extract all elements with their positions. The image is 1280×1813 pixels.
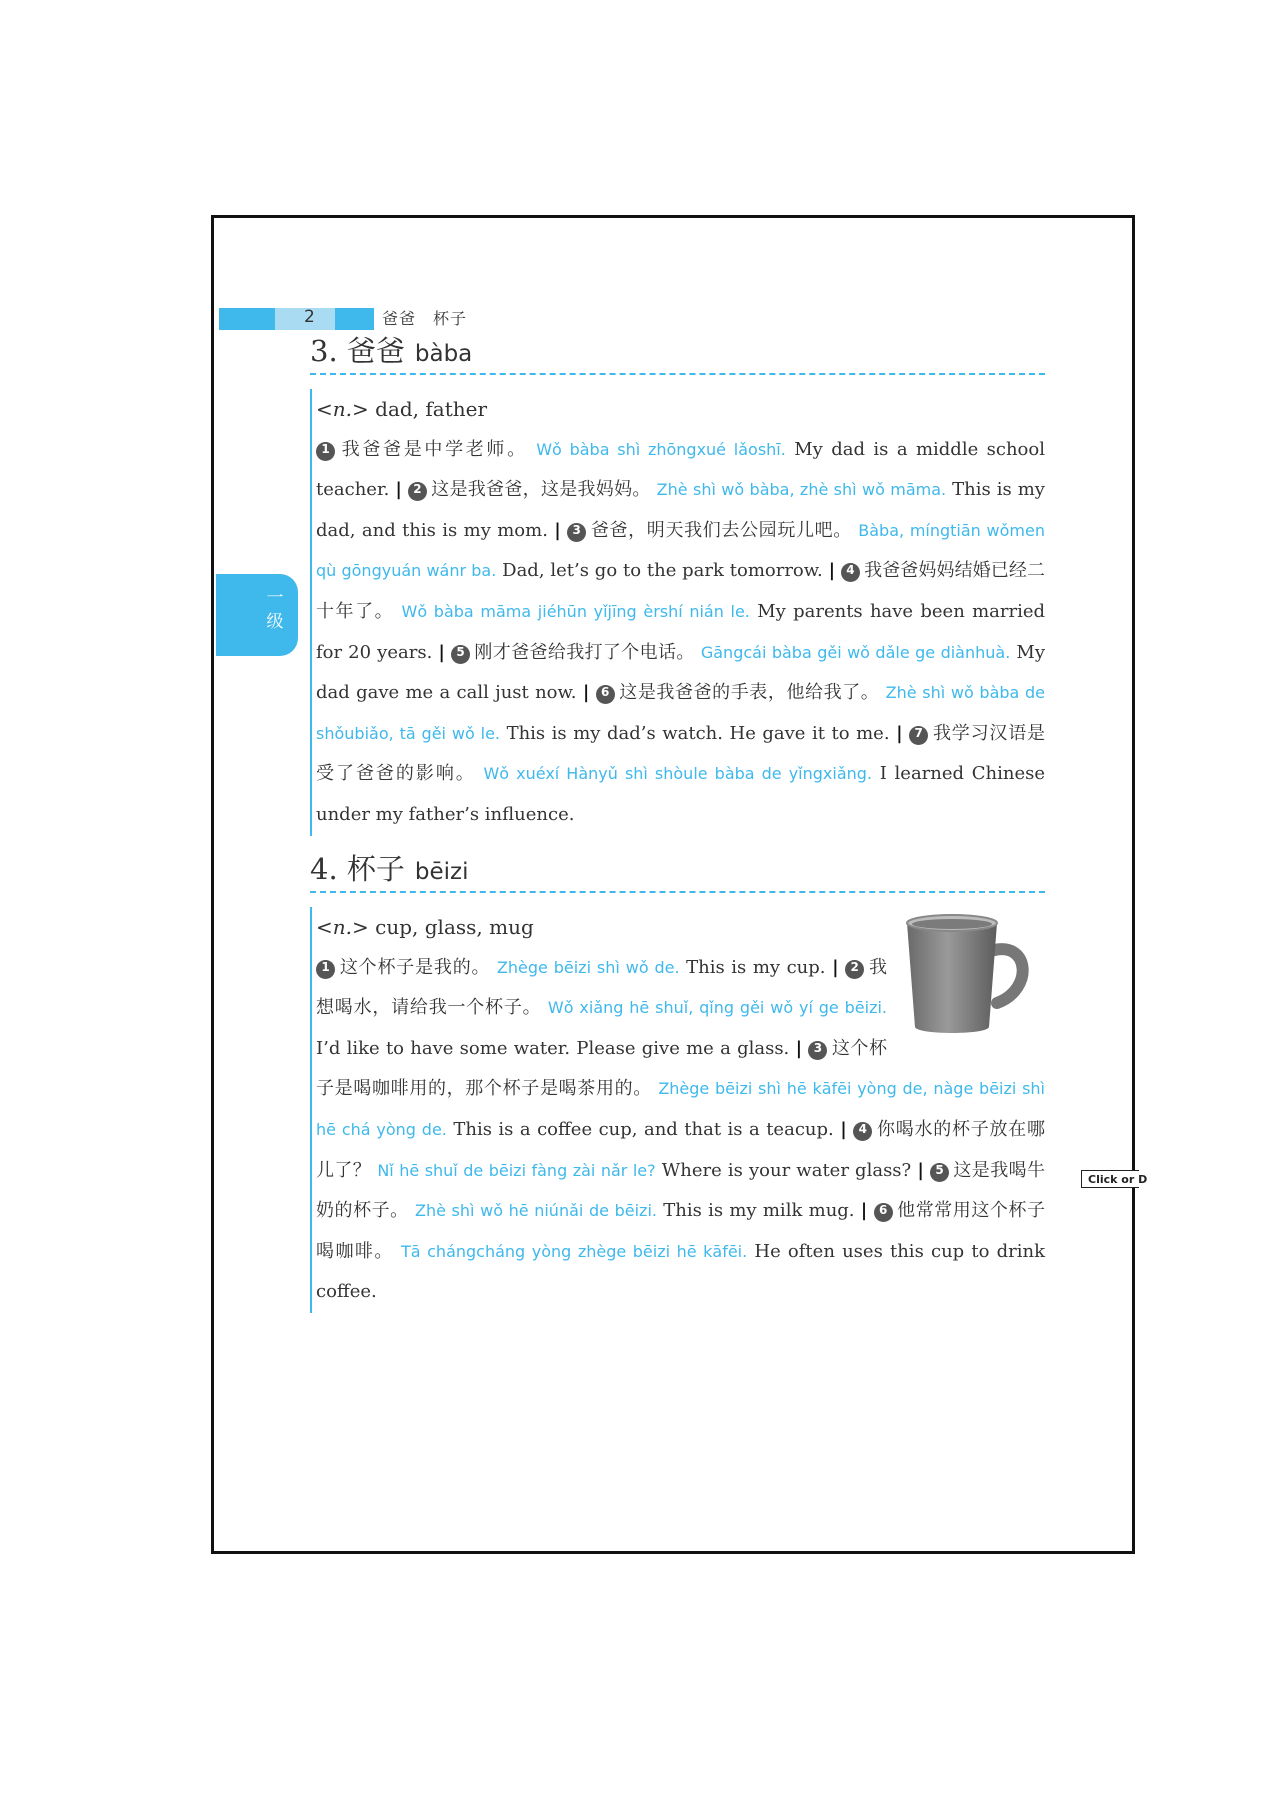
example-chinese: 这个杯子是喝咖啡用的，那个杯子是喝茶用的。 xyxy=(316,1037,887,1100)
example-pinyin: Zhè shì wǒ bàba de shǒubiǎo, tā gěi wǒ le. xyxy=(316,683,1045,743)
entry-title: 3. 爸爸 bàba xyxy=(310,334,473,368)
example-english: This is my dad, and this is my mom. xyxy=(316,479,1045,541)
example-english: Dad, let’s go to the park tomorrow. xyxy=(502,560,823,582)
example-chinese: 我爸爸是中学老师。 xyxy=(339,438,528,460)
example-chinese: 这个杯子是我的。 xyxy=(339,956,491,978)
example-english: This is my cup. xyxy=(686,956,826,978)
separator: | xyxy=(395,479,402,501)
level-tab-label: 一 级 xyxy=(266,588,284,632)
example-number-icon: 5 xyxy=(930,1163,949,1182)
example-number-icon: 1 xyxy=(316,960,335,979)
example-number-icon: 5 xyxy=(451,645,470,664)
example-number-icon: 3 xyxy=(567,523,586,542)
example-chinese: 爸爸，明天我们去公园玩儿吧。 xyxy=(590,519,852,541)
example-english: He often uses this cup to drink coffee. xyxy=(316,1240,1045,1303)
dashed-rule xyxy=(310,891,1045,893)
entry-title: 4. 杯子 bēizi xyxy=(310,852,469,886)
part-of-speech: n. xyxy=(332,915,353,939)
example-chinese: 他常常用这个杯子喝咖啡。 xyxy=(316,1200,1045,1262)
entry-body xyxy=(310,907,1045,1313)
separator: | xyxy=(438,641,445,663)
separator: | xyxy=(795,1037,803,1059)
definition-meaning: dad, father xyxy=(375,397,488,421)
page-number: 2 xyxy=(304,307,315,327)
entry-pinyin: bēizi xyxy=(414,859,469,885)
example-pinyin: Wǒ xiǎng hē shuǐ, qǐng gěi wǒ yí ge bēizi. xyxy=(547,998,888,1018)
example-english: I learned Chinese under my father’s influence. xyxy=(316,763,1046,825)
example-pinyin: Zhège bēizi shì hē kāfēi yòng de, nàge bēizi shì hē chá yòng de. xyxy=(316,1079,1045,1139)
example-pinyin: Nǐ hē shuǐ de bēizi fàng zài nǎr le? xyxy=(377,1160,656,1180)
entry-beizi xyxy=(310,849,1045,1313)
example-english: This is my milk mug. xyxy=(663,1200,855,1222)
separator: | xyxy=(860,1200,868,1222)
separator: | xyxy=(828,560,836,582)
separator: | xyxy=(840,1118,847,1140)
example-pinyin: Wǒ xuéxí Hànyǔ shì shòule bàba de yǐngxiǎng. xyxy=(483,764,873,784)
separator: | xyxy=(917,1159,924,1181)
example-chinese: 这是我爸爸的手表，他给我了。 xyxy=(618,682,880,704)
example-chinese: 我学习汉语是受了爸爸的影响。 xyxy=(316,722,1045,785)
example-pinyin: Zhè shì wǒ bàba, zhè shì wǒ māma. xyxy=(656,480,947,500)
level-tab xyxy=(216,574,298,656)
separator: | xyxy=(832,956,839,978)
part-of-speech: n. xyxy=(332,397,353,421)
entry-body xyxy=(310,389,1045,836)
separator: | xyxy=(896,722,903,744)
example-number-icon: 2 xyxy=(408,482,427,501)
example-chinese: 我想喝水，请给我一个杯子。 xyxy=(316,956,888,1019)
example-pinyin: Tā chángcháng yòng zhège bēizi hē kāfēi. xyxy=(401,1241,748,1261)
examples-paragraph xyxy=(316,430,1045,836)
example-pinyin: Zhè shì wǒ hē niúnǎi de bēizi. xyxy=(414,1201,657,1221)
example-chinese: 刚才爸爸给我打了个电话。 xyxy=(474,641,695,663)
example-number-icon: 6 xyxy=(596,685,615,704)
example-chinese: 这是我爸爸，这是我妈妈。 xyxy=(430,479,651,501)
header-color-band xyxy=(219,308,374,330)
example-number-icon: 4 xyxy=(853,1122,872,1141)
example-number-icon: 2 xyxy=(845,960,864,979)
textbook-page xyxy=(211,215,1135,1554)
example-chinese: 这是我喝牛奶的杯子。 xyxy=(316,1159,1045,1222)
example-pinyin: Wǒ bàba māma jiéhūn yǐjīng èrshí nián le. xyxy=(401,601,750,621)
example-english: This is my dad’s watch. He gave it to me. xyxy=(506,722,890,744)
example-english: I’d like to have some water. Please give me a glass. xyxy=(316,1037,790,1059)
example-pinyin: Gāngcái bàba gěi wǒ dǎle ge diànhuà. xyxy=(700,642,1011,662)
side-tag[interactable]: Click or D xyxy=(1081,1170,1139,1188)
example-english: Where is your water glass? xyxy=(661,1159,912,1181)
definition-line: <n.> cup, glass, mug xyxy=(316,915,534,939)
example-english: My parents have been married for 20 years. xyxy=(316,600,1046,663)
separator: | xyxy=(582,682,590,704)
example-english: My dad is a middle school teacher. xyxy=(316,438,1045,501)
example-number-icon: 3 xyxy=(808,1041,827,1060)
entry-baba xyxy=(310,331,1045,836)
example-number-icon: 7 xyxy=(909,726,928,745)
example-number-icon: 4 xyxy=(841,563,860,582)
entry-pinyin: bàba xyxy=(414,341,473,367)
example-chinese: 我爸爸妈妈结婚已经二十年了。 xyxy=(316,560,1045,622)
example-number-icon: 1 xyxy=(316,442,335,461)
dashed-rule xyxy=(310,373,1045,375)
example-chinese: 你喝水的杯子放在哪儿了？ xyxy=(316,1118,1046,1181)
example-pinyin: Wǒ bàba shì zhōngxué lǎoshī. xyxy=(536,439,786,459)
example-english: My dad gave me a call just now. xyxy=(316,641,1045,704)
example-pinyin: Bàba, míngtiān wǒmen qù gōngyuán wánr ba. xyxy=(316,520,1045,581)
definition-line: <n.> dad, father xyxy=(316,397,488,421)
example-number-icon: 6 xyxy=(874,1203,893,1222)
example-sentence xyxy=(316,957,845,978)
example-english: This is a coffee cup, and that is a teacup. xyxy=(453,1118,834,1140)
running-header: 爸爸 杯子 xyxy=(382,309,468,328)
definition-meaning: cup, glass, mug xyxy=(375,915,534,939)
example-pinyin: Zhège bēizi shì wǒ de. xyxy=(496,957,680,977)
separator: | xyxy=(554,519,561,541)
mug-illustration xyxy=(901,911,1039,1041)
